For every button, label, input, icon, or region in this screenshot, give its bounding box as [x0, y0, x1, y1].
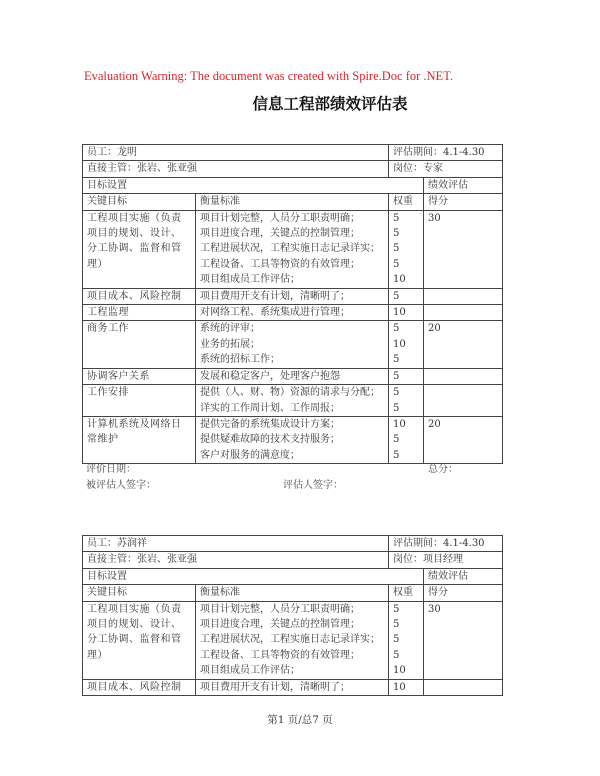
weight-cell: [389, 288, 424, 304]
key-goal-cell: 工程项目实施（负责项目的规划、设计、分工协调、监督和管理）: [83, 601, 196, 679]
section-row: [83, 568, 503, 584]
table-row: [83, 679, 503, 695]
criteria-item: 工程进展状况，工程实施日志记录详实；: [200, 634, 380, 646]
header-row: [83, 552, 503, 568]
table-row: [83, 288, 503, 304]
weight-header: 权重: [389, 585, 424, 601]
weight-value: 5: [393, 387, 400, 399]
criteria-item: 工程进展状况，工程实施日志记录详实；: [200, 243, 380, 255]
weight-cell: [389, 368, 424, 384]
criteria-item: 项目计划完整，人员分工职责明确；: [200, 212, 360, 224]
evaluatee-signature-label: 被评估人签字：: [86, 480, 156, 491]
weight-cell: [389, 321, 424, 368]
criteria-item: 系统的评审；: [200, 323, 260, 335]
criteria-item: 提供（人、财、物）资源的请求与分配；: [200, 387, 380, 399]
criteria-item: 项目费用开支有计划，清晰明了；: [200, 290, 350, 302]
header-row: [83, 145, 503, 161]
period-cell: 评估期间：4.1-4.30: [389, 145, 503, 161]
key-goal-cell: 项目成本、风险控制: [83, 679, 196, 695]
criteria-item: 项目费用开支有计划，清晰明了；: [200, 681, 350, 693]
weight-cell: [389, 679, 424, 695]
weight-value: 10: [393, 681, 406, 693]
weight-cell: [389, 305, 424, 321]
table-row: [83, 305, 503, 321]
weight-value: 10: [393, 307, 406, 319]
weight-value: 5: [393, 212, 400, 224]
key-goal-header: 关键目标: [83, 585, 196, 601]
criteria-cell: [196, 679, 389, 695]
score-cell: 30: [424, 210, 503, 288]
score-cell: [424, 679, 503, 695]
key-goal-cell: 工作安排: [83, 385, 196, 417]
weight-value: 5: [393, 434, 400, 446]
score-cell: 30: [424, 601, 503, 679]
criteria-item: 客户对服务的满意度；: [200, 449, 300, 461]
criteria-item: 详实的工作周计划、工作周报；: [200, 402, 340, 414]
weight-value: 10: [393, 418, 406, 430]
period-cell: 评估期间：4.1-4.30: [389, 536, 503, 552]
score-cell: [424, 305, 503, 321]
weight-cell: [389, 210, 424, 288]
table-row: [83, 321, 503, 368]
key-goal-cell: 计算机系统及网络日常维护: [83, 416, 196, 463]
criteria-item: 项目进度合理，关键点的控制管理；: [200, 619, 360, 631]
key-goal-cell: 工程项目实施（负责项目的规划、设计、分工协调、监督和管理）: [83, 210, 196, 288]
evaluation-warning: Evaluation Warning: The document was created with Spire.Doc for .NET.: [84, 69, 454, 83]
criteria-item: 发展和稳定客户，处理客户抱怨: [200, 370, 340, 382]
criteria-item: 工程设备、工具等物资的有效管理；: [200, 649, 360, 661]
total-score-label: 总分：: [428, 464, 458, 475]
performance-eval-header: 绩效评估: [424, 568, 503, 584]
weight-cell: [389, 601, 424, 679]
key-goal-cell: 工程监理: [83, 305, 196, 321]
position-cell: 岗位：专家: [389, 161, 503, 177]
criteria-cell: [196, 305, 389, 321]
weight-value: 5: [393, 402, 400, 414]
weight-value: 5: [393, 354, 400, 366]
column-header-row: [83, 194, 503, 210]
header-row: [83, 161, 503, 177]
criteria-cell: [196, 368, 389, 384]
evaluation-table-2: [82, 535, 503, 696]
key-goal-cell: 项目成本、风险控制: [83, 288, 196, 304]
key-goal-header: 关键目标: [83, 194, 196, 210]
position-cell: 岗位：项目经理: [389, 552, 503, 568]
weight-value: 5: [393, 290, 400, 302]
criteria-cell: [196, 210, 389, 288]
criteria-header: 衡量标准: [196, 585, 389, 601]
criteria-item: 提供疑难故障的技术支持服务；: [200, 434, 340, 446]
weight-value: 5: [393, 258, 400, 270]
page-indicator: 第1 页/总7 页: [267, 714, 333, 726]
employee-cell: 员工：苏润祥: [83, 536, 389, 552]
criteria-item: 工程设备、工具等物资的有效管理；: [200, 258, 360, 270]
table-row: [83, 210, 503, 288]
column-header-row: [83, 585, 503, 601]
criteria-cell: [196, 288, 389, 304]
weight-value: 5: [393, 619, 400, 631]
criteria-item: 对网络工程、系统集成进行管理；: [200, 307, 350, 319]
weight-cell: [389, 385, 424, 417]
weight-value: 5: [393, 634, 400, 646]
weight-value: 5: [393, 649, 400, 661]
key-goal-cell: 协调客户关系: [83, 368, 196, 384]
performance-eval-header: 绩效评估: [424, 177, 503, 193]
weight-value: 5: [393, 228, 400, 240]
evaluation-table-1: [82, 144, 503, 464]
table-row: [83, 416, 503, 463]
criteria-item: 项目计划完整，人员分工职责明确；: [200, 603, 360, 615]
employee-cell: 员工：龙明: [83, 145, 389, 161]
supervisor-cell: 直接主管：张岩、张亚强: [83, 552, 389, 568]
criteria-item: 项目组成员工作评估；: [200, 274, 300, 286]
supervisor-cell: 直接主管：张岩、张亚强: [83, 161, 389, 177]
weight-value: 10: [393, 665, 406, 677]
criteria-item: 项目进度合理，关键点的控制管理；: [200, 228, 360, 240]
table-row: [83, 601, 503, 679]
table-row: [83, 368, 503, 384]
score-header: 得分: [424, 194, 503, 210]
weight-value: 5: [393, 603, 400, 615]
table-row: [83, 385, 503, 417]
key-goal-cell: 商务工作: [83, 321, 196, 368]
section-row: [83, 177, 503, 193]
score-cell: [424, 368, 503, 384]
weight-value: 5: [393, 243, 400, 255]
criteria-cell: [196, 416, 389, 463]
criteria-cell: [196, 385, 389, 417]
score-cell: [424, 385, 503, 417]
score-header: 得分: [424, 585, 503, 601]
criteria-header: 衡量标准: [196, 194, 389, 210]
criteria-item: 系统的招标工作；: [200, 354, 280, 366]
score-cell: 20: [424, 321, 503, 368]
criteria-item: 业务的拓展；: [200, 338, 260, 350]
document-title: 信息工程部绩效评估表: [252, 94, 408, 113]
header-row: [83, 536, 503, 552]
score-cell: [424, 288, 503, 304]
weight-value: 5: [393, 323, 400, 335]
score-cell: 20: [424, 416, 503, 463]
goal-setting-header: 目标设置: [83, 177, 424, 193]
criteria-cell: [196, 321, 389, 368]
weight-value: 10: [393, 338, 406, 350]
criteria-item: 提供完备的系统集成设计方案；: [200, 418, 340, 430]
weight-value: 10: [393, 274, 406, 286]
weight-header: 权重: [389, 194, 424, 210]
weight-value: 5: [393, 449, 400, 461]
criteria-cell: [196, 601, 389, 679]
weight-cell: [389, 416, 424, 463]
goal-setting-header: 目标设置: [83, 568, 424, 584]
criteria-item: 项目组成员工作评估；: [200, 665, 300, 677]
weight-value: 5: [393, 370, 400, 382]
eval-date-label: 评价日期：: [86, 464, 136, 475]
evaluator-signature-label: 评估人签字：: [283, 480, 343, 491]
